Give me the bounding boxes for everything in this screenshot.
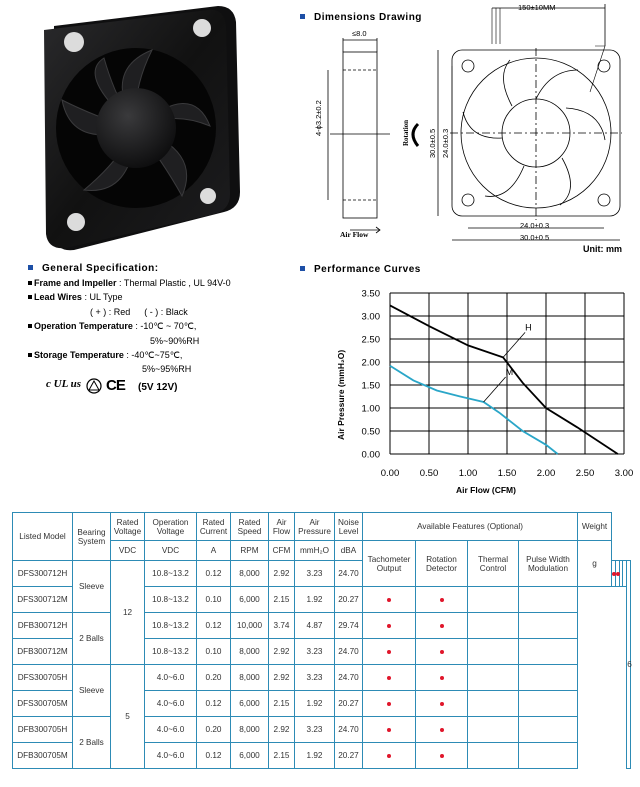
cell-bearing: 2 Balls bbox=[73, 613, 111, 665]
unit-weight: g bbox=[578, 541, 612, 587]
y-tick-label: 1.50 bbox=[361, 380, 380, 392]
cell-pressure: 3.23 bbox=[295, 665, 335, 691]
cell-tach bbox=[363, 587, 416, 613]
outer-dim-horizontal: 30.0±0.5 bbox=[520, 233, 550, 242]
leads-value: : UL Type bbox=[84, 292, 123, 303]
cell-noise: 20.27 bbox=[335, 691, 363, 717]
cell-speed: 8,000 bbox=[231, 639, 269, 665]
cell-speed: 10,000 bbox=[231, 613, 269, 639]
cell-op-voltage: 10.8~13.2 bbox=[145, 613, 197, 639]
cell-tach bbox=[363, 639, 416, 665]
series-line-M bbox=[390, 366, 558, 454]
cell-noise: 29.74 bbox=[335, 613, 363, 639]
cell-model: DFS300712M bbox=[13, 587, 73, 613]
st-temp-label: Storage Temperature bbox=[34, 350, 124, 361]
feature-dot-icon bbox=[440, 728, 444, 732]
lead-black: ( - ) : Black bbox=[144, 306, 188, 317]
cell-bearing: Sleeve bbox=[73, 561, 111, 613]
feature-dot-icon bbox=[387, 624, 391, 628]
feature-dot-icon bbox=[387, 650, 391, 654]
spec-title: General Specification: bbox=[28, 263, 159, 274]
cell-rotation bbox=[416, 743, 468, 769]
hole-spacing-horizontal: 24.0±0.3 bbox=[520, 221, 550, 230]
th-bearing: Bearing System bbox=[73, 513, 111, 561]
th-rotation: Rotation Detector bbox=[416, 541, 468, 587]
cell-current: 0.12 bbox=[197, 743, 231, 769]
unit-label: Unit: mm bbox=[583, 244, 622, 254]
leads-label: Lead Wires bbox=[34, 292, 82, 303]
y-tick-label: 2.00 bbox=[361, 357, 380, 369]
th-pwm: Pulse Width Modulation bbox=[519, 541, 578, 587]
unit-op-voltage: VDC bbox=[145, 541, 197, 561]
y-tick-label: 2.50 bbox=[361, 334, 380, 346]
cell-noise: 20.27 bbox=[335, 587, 363, 613]
y-tick-label: 1.00 bbox=[361, 403, 380, 415]
series-leader-M bbox=[484, 377, 506, 402]
cell-rotation bbox=[416, 717, 468, 743]
x-tick-label: 0.00 bbox=[380, 468, 400, 479]
x-tick-label: 2.50 bbox=[575, 468, 595, 479]
spec-list bbox=[28, 276, 231, 377]
th-air-flow: Air Flow bbox=[269, 513, 295, 541]
performance-title: Performance Curves bbox=[300, 264, 421, 275]
cell-thermal bbox=[468, 665, 519, 691]
th-op-voltage: Operation Voltage bbox=[145, 513, 197, 541]
cell-weight: 6 bbox=[627, 561, 631, 769]
cell-tach bbox=[363, 717, 416, 743]
cell-op-voltage: 4.0~6.0 bbox=[145, 665, 197, 691]
cell-thermal bbox=[468, 613, 519, 639]
cell-pwm bbox=[519, 587, 578, 613]
cell-speed: 6,000 bbox=[231, 743, 269, 769]
feature-dot-icon bbox=[440, 702, 444, 706]
y-tick-label: 0.50 bbox=[361, 426, 380, 438]
cell-speed: 6,000 bbox=[231, 587, 269, 613]
cell-noise: 24.70 bbox=[335, 717, 363, 743]
feature-dot-icon bbox=[387, 728, 391, 732]
th-rated-speed: Rated Speed bbox=[231, 513, 269, 541]
cell-model: DFS300712H bbox=[13, 561, 73, 587]
st-rh: 5%~95%RH bbox=[142, 364, 192, 375]
dimensions-title: Dimensions Drawing bbox=[300, 12, 422, 23]
feature-dot-icon bbox=[440, 754, 444, 758]
lead-length-label: 150±10MM bbox=[518, 3, 556, 12]
cell-thermal bbox=[468, 717, 519, 743]
th-rated-voltage: Rated Voltage bbox=[111, 513, 145, 541]
cell-pressure: 4.87 bbox=[295, 613, 335, 639]
cell-rotation bbox=[416, 665, 468, 691]
cell-pressure: 1.92 bbox=[295, 743, 335, 769]
performance-chart bbox=[330, 282, 640, 502]
cell-flow: 2.92 bbox=[269, 561, 295, 587]
section-bullet-icon bbox=[300, 266, 305, 271]
cell-speed: 6,000 bbox=[231, 691, 269, 717]
y-tick-label: 0.00 bbox=[361, 449, 380, 461]
cell-current: 0.12 bbox=[197, 561, 231, 587]
cell-rotation bbox=[416, 613, 468, 639]
cell-model: DFB300705M bbox=[13, 743, 73, 769]
frame-label: Frame and Impeller bbox=[34, 278, 117, 288]
cell-pwm bbox=[519, 665, 578, 691]
hole-dim-label: 4-ϕ3.2±0.2 bbox=[314, 100, 323, 136]
cell-model: DFS300705M bbox=[13, 691, 73, 717]
op-temp-label: Operation Temperature bbox=[34, 321, 133, 332]
cell-noise: 24.70 bbox=[335, 561, 363, 587]
op-temp-value: : -10℃ ~ 70℃, bbox=[135, 321, 197, 332]
op-rh: 5%~90%RH bbox=[150, 335, 200, 346]
th-thermal: Thermal Control bbox=[468, 541, 519, 587]
series-line-H bbox=[390, 305, 618, 454]
cell-flow: 2.15 bbox=[269, 587, 295, 613]
x-tick-label: 0.50 bbox=[419, 468, 439, 479]
cell-pressure: 3.23 bbox=[295, 717, 335, 743]
cell-flow: 3.74 bbox=[269, 613, 295, 639]
cell-op-voltage: 4.0~6.0 bbox=[145, 691, 197, 717]
th-model: Listed Model bbox=[13, 513, 73, 561]
cell-model: DFB300712M bbox=[13, 639, 73, 665]
cell-rotation bbox=[416, 639, 468, 665]
cell-flow: 2.92 bbox=[269, 639, 295, 665]
chart-ylabel: Air Pressure (mmH₂O) bbox=[336, 349, 346, 440]
spec-table bbox=[12, 512, 631, 769]
table-header-row bbox=[13, 513, 631, 541]
unit-rated-current: A bbox=[197, 541, 231, 561]
feature-dot-icon bbox=[440, 624, 444, 628]
cell-thermal bbox=[468, 691, 519, 717]
cell-model: DFB300712H bbox=[13, 613, 73, 639]
voltage-note: (5V 12V) bbox=[138, 382, 178, 393]
section-bullet-icon bbox=[300, 14, 305, 19]
cell-current: 0.20 bbox=[197, 665, 231, 691]
cell-pwm bbox=[519, 613, 578, 639]
thickness-label: ≤8.0 bbox=[352, 29, 367, 38]
cell-thermal bbox=[468, 639, 519, 665]
th-weight: Weight bbox=[578, 513, 612, 541]
cell-pressure: 1.92 bbox=[295, 691, 335, 717]
cell-tach bbox=[363, 743, 416, 769]
airflow-label: Air Flow bbox=[340, 230, 369, 239]
cell-tach bbox=[363, 665, 416, 691]
cell-model: DFB300705H bbox=[13, 717, 73, 743]
ce-mark: CE bbox=[106, 377, 125, 394]
th-features: Available Features (Optional) bbox=[363, 513, 578, 541]
cell-speed: 8,000 bbox=[231, 665, 269, 691]
feature-dot-icon bbox=[440, 676, 444, 680]
series-label-M: M bbox=[505, 367, 514, 378]
table-row bbox=[13, 665, 631, 691]
x-tick-label: 2.00 bbox=[536, 468, 556, 479]
cell-op-voltage: 10.8~13.2 bbox=[145, 639, 197, 665]
feature-dot-icon bbox=[387, 598, 391, 602]
cell-op-voltage: 10.8~13.2 bbox=[145, 561, 197, 587]
chart-xlabel: Air Flow (CFM) bbox=[456, 485, 516, 495]
cell-rated-voltage: 5 bbox=[111, 665, 145, 769]
unit-noise: dBA bbox=[335, 541, 363, 561]
outer-dim-vertical: 30.0±0.5 bbox=[428, 128, 437, 158]
cell-pwm bbox=[519, 717, 578, 743]
feature-dot-icon bbox=[616, 572, 620, 576]
y-tick-label: 3.50 bbox=[361, 288, 380, 300]
cell-noise: 24.70 bbox=[335, 639, 363, 665]
cell-pwm bbox=[519, 639, 578, 665]
cell-pwm bbox=[519, 691, 578, 717]
cell-current: 0.10 bbox=[197, 639, 231, 665]
lead-red: ( + ) : Red bbox=[90, 306, 131, 317]
cell-pwm bbox=[519, 743, 578, 769]
fan-photo bbox=[32, 0, 272, 258]
st-temp-value: : -40℃~75℃, bbox=[126, 350, 183, 361]
cell-thermal bbox=[468, 743, 519, 769]
tuv-triangle-icon bbox=[86, 378, 102, 394]
cell-op-voltage: 4.0~6.0 bbox=[145, 717, 197, 743]
x-tick-label: 3.00 bbox=[614, 468, 634, 479]
feature-dot-icon bbox=[387, 754, 391, 758]
cell-rotation bbox=[416, 587, 468, 613]
th-air-pressure: Air Pressure bbox=[295, 513, 335, 541]
cell-flow: 2.92 bbox=[269, 665, 295, 691]
cell-rated-voltage: 12 bbox=[111, 561, 145, 665]
feature-dot-icon bbox=[440, 598, 444, 602]
unit-air-flow: CFM bbox=[269, 541, 295, 561]
frame-value: : Thermal Plastic , UL 94V-0 bbox=[119, 278, 231, 288]
cell-pressure: 3.23 bbox=[295, 561, 335, 587]
cell-current: 0.10 bbox=[197, 587, 231, 613]
cell-noise: 20.27 bbox=[335, 743, 363, 769]
cell-model: DFS300705H bbox=[13, 665, 73, 691]
feature-dot-icon bbox=[440, 650, 444, 654]
cell-current: 0.20 bbox=[197, 717, 231, 743]
th-tach: Tachometer Output bbox=[363, 541, 416, 587]
cell-pressure: 1.92 bbox=[295, 587, 335, 613]
cell-current: 0.12 bbox=[197, 691, 231, 717]
y-tick-label: 3.00 bbox=[361, 311, 380, 323]
cell-rotation bbox=[416, 691, 468, 717]
th-rated-current: Rated Current bbox=[197, 513, 231, 541]
cell-flow: 2.92 bbox=[269, 717, 295, 743]
table-row bbox=[13, 613, 631, 639]
cell-bearing: Sleeve bbox=[73, 665, 111, 717]
x-tick-label: 1.00 bbox=[458, 468, 478, 479]
cell-current: 0.12 bbox=[197, 613, 231, 639]
table-row bbox=[13, 717, 631, 743]
unit-air-pressure: mmH₂O bbox=[295, 541, 335, 561]
x-tick-label: 1.50 bbox=[497, 468, 517, 479]
side-view-drawing bbox=[310, 22, 400, 242]
series-label-H: H bbox=[525, 322, 532, 333]
feature-dot-icon bbox=[387, 702, 391, 706]
unit-rated-speed: RPM bbox=[231, 541, 269, 561]
feature-dot-icon bbox=[387, 676, 391, 680]
front-view-drawing bbox=[400, 0, 640, 250]
section-bullet-icon bbox=[28, 265, 33, 270]
cell-bearing: 2 Balls bbox=[73, 717, 111, 769]
cell-op-voltage: 10.8~13.2 bbox=[145, 587, 197, 613]
rotation-label: Rotation bbox=[402, 119, 410, 146]
cell-speed: 8,000 bbox=[231, 561, 269, 587]
th-noise: Noise Level bbox=[335, 513, 363, 541]
cell-tach bbox=[363, 691, 416, 717]
ul-cert-logo: c UL us bbox=[46, 378, 82, 390]
cell-op-voltage: 4.0~6.0 bbox=[145, 743, 197, 769]
cell-tach bbox=[363, 613, 416, 639]
cell-thermal bbox=[468, 587, 519, 613]
cell-pressure: 3.23 bbox=[295, 639, 335, 665]
cell-noise: 24.70 bbox=[335, 665, 363, 691]
series-leader-H bbox=[503, 332, 525, 357]
unit-rated-voltage: VDC bbox=[111, 541, 145, 561]
cell-flow: 2.15 bbox=[269, 743, 295, 769]
cell-flow: 2.15 bbox=[269, 691, 295, 717]
hole-spacing-vertical: 24.0±0.3 bbox=[441, 128, 450, 158]
cell-speed: 8,000 bbox=[231, 717, 269, 743]
